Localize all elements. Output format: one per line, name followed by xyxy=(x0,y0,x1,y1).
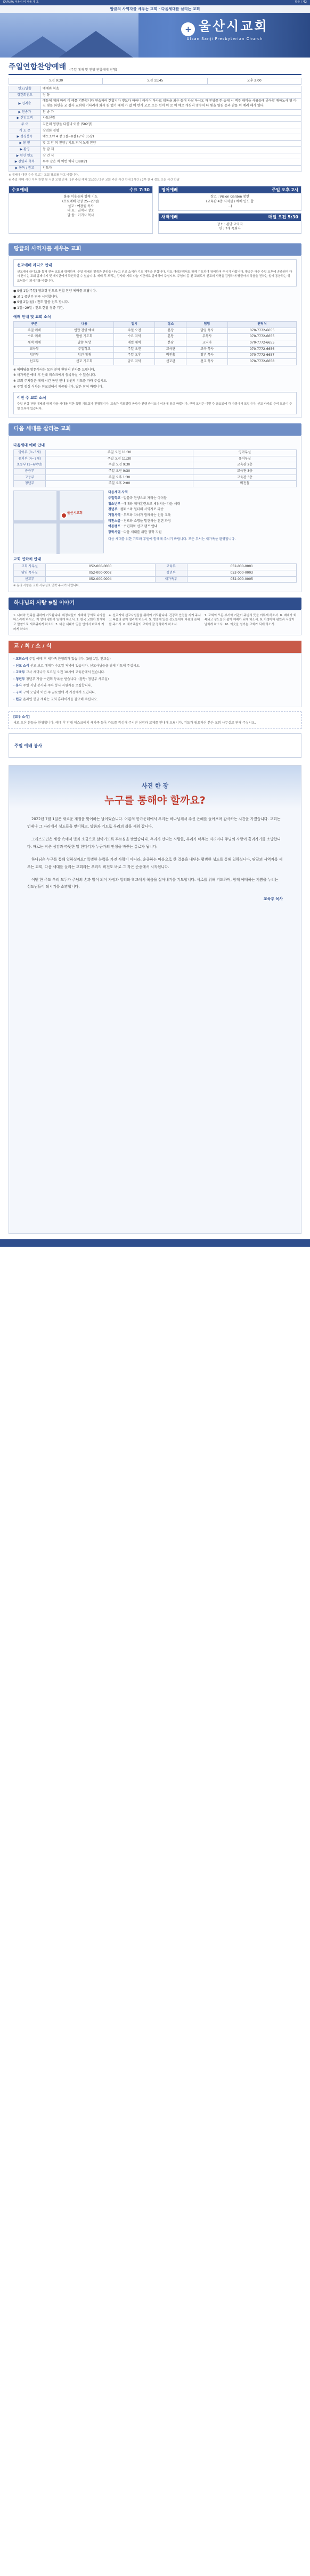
other-services xyxy=(9,186,301,234)
contact-row xyxy=(14,564,297,570)
vision-table-title: 예배 안내 및 교회 소식 xyxy=(13,314,51,319)
page-footer xyxy=(0,1239,310,1247)
ministry-name: 비전스쿨 xyxy=(108,519,121,523)
worship-subtitle: (주일 예배 및 찬양 연합예배 진행) xyxy=(69,68,117,72)
worship-order-value: 무주 같은 차 이번 하나 (388장) xyxy=(41,159,301,166)
generation-cell: 교육관 3층 xyxy=(193,469,297,475)
generation-cell: 영아부 (0~3세) xyxy=(14,450,46,456)
worship-order-row xyxy=(9,128,301,134)
weekly-item xyxy=(13,670,297,675)
weekly-item-label: · 청년부 xyxy=(13,677,26,681)
news-box xyxy=(13,392,297,415)
vision-bullet: ● 9월 2일(월) : 전도 말씀 전도 합니다. xyxy=(13,300,69,305)
worship-extra: ※ 주일 예배 시간 이후 찬양 및 시간 모임 안내: 1부 주일 예배 11:30 / 2부 교회 주간 시간 안내 3시간 / 2부 찬 4 정보 모든 시간 만남 xyxy=(9,178,180,182)
worship-order-label: ▶ 성경봉독 xyxy=(9,134,41,141)
ministry-item xyxy=(108,496,297,501)
weekly-item-label: · 교회소식 xyxy=(13,657,29,661)
ministry-item xyxy=(108,508,297,512)
table-row xyxy=(14,340,297,347)
table-cell: 주일 오후 xyxy=(113,353,155,359)
cross-icon: + xyxy=(181,22,195,36)
generation-row xyxy=(14,475,297,481)
ministry-name: 청년부 xyxy=(108,508,118,512)
prayer-heading: 하나님의 사랑 9월 이야기 xyxy=(9,598,301,610)
ministry-desc: 예배와 제자훈련으로 세워지는 다음 세대 xyxy=(123,502,181,506)
radio-notice-title: 선교예배 라디오 안내 xyxy=(17,263,52,267)
generation-cell: 중등부 xyxy=(14,469,46,475)
worship-order-table xyxy=(9,86,301,172)
contact-cell: 담임 목사실 xyxy=(14,570,46,576)
worship-order-label: ▶ 봉독 / 광고 xyxy=(9,165,41,171)
weekly-item xyxy=(13,677,297,682)
generation-cell: 고등부 xyxy=(14,475,46,481)
prayer-columns xyxy=(13,614,297,632)
table-cell: 연합 찬양 예배 xyxy=(55,328,113,334)
wednesday-line: 대 표 : 권역시 장로 xyxy=(67,209,94,213)
contact-cell: 새가족부 xyxy=(155,576,187,583)
essay-paragraph: 이번 한 주도 우리 모두가 주님의 손과 발이 되어 가정과 일터와 학교에서 복음을 살아내기를 기도합니다. 서로를 위해 기도하며, 함께 예배하는 기쁨을 누리는 성도님들이 되시기를 소망합니다. xyxy=(27,877,279,889)
worship-order-value: 장 건 식 xyxy=(41,153,301,159)
church-name: 울산시교회 xyxy=(198,18,268,34)
generation-row xyxy=(14,469,297,475)
service-volunteer-box xyxy=(9,733,301,758)
worship-order-value: 장 동 xyxy=(41,92,301,99)
english-time: 주일 오후 2시 xyxy=(272,187,298,192)
vision-heading: 땅끝의 사역자를 세우는 교회 xyxy=(9,243,301,256)
table-cell: 부목사 xyxy=(186,334,228,340)
generation-cell: 주일 오후 2:00 xyxy=(46,481,193,487)
table-cell: 금요 저녁 xyxy=(113,359,155,365)
generation-cell: 교육관 2층 xyxy=(193,462,297,469)
weekly-item-text: 교사 세미나가 토요일 오전 10시에 교육관에서 있습니다. xyxy=(26,670,105,675)
english-title: 영어예배 xyxy=(161,187,178,192)
table-cell: 선교관 xyxy=(155,359,186,365)
weekly-items xyxy=(13,657,297,702)
generation-cell: 영아부실 xyxy=(193,450,297,456)
table-header-cell: 담당 xyxy=(186,321,228,328)
vision-panel xyxy=(9,256,301,419)
essay-body xyxy=(9,816,301,891)
contact-cell: 052-000-0004 xyxy=(46,576,156,583)
weekly-heading: 교 / 회 / 소 / 식 xyxy=(9,641,301,653)
generation-row xyxy=(14,481,297,487)
worship-order-label: 인도/말씀 xyxy=(9,86,41,92)
time-cell: 오전 11:45 xyxy=(103,78,207,85)
prayer-column: 1. 나라와 민족을 위하여 기도합니다. 위정자들이 지혜와 공의로 나라를 다스리게 하시고, 이 땅에 평화가 임하게 하소서. 2. 한국 교회가 회개하고 말씀으로 새로워지게 하소서. 3. 다음 세대가 믿음 안에서 바르게 자라게 하소서. xyxy=(13,614,105,631)
table-cell: 매일 새벽 xyxy=(113,340,155,347)
dawn-service-box xyxy=(158,213,301,234)
dawn-title: 새벽예배 xyxy=(161,215,178,220)
weekly-item-text: 온라인 헌금 계좌는 교회 홈페이지를 참고해 주십시오. xyxy=(23,697,98,701)
table-cell: 선교 기도회 xyxy=(55,359,113,365)
contact-title: 교회 연락처 안내 xyxy=(13,557,42,562)
weekly-item-label: · 교육부 xyxy=(13,670,26,675)
ministries-closing: 다음 세대를 위한 기도와 후원에 함께해 주시기 바랍니다. 모든 부서는 새가족을 환영합니다. xyxy=(108,537,236,541)
vision-bullet: ● 9월 1일(주일) 영호경 인도로 연합 찬양 예배를 드립니다. xyxy=(13,289,97,293)
wednesday-title: 수요예배 xyxy=(12,187,28,192)
news-text: 주일 연합 찬양 예배와 함께 다음 세대를 위한 특별 기도회가 진행됩니다. 교육관 리모델링 공사가 진행 중이오니 이용에 참고 바랍니다. 구역 모임은 이번 주 금요일에 각 가정에서 모입니다. 선교 바자회 준비 모임이 주일 오후에 있습니다. xyxy=(17,403,292,411)
weekly-item-label: · 봉사 xyxy=(13,684,23,688)
worship-order-label: 경건회인도 xyxy=(9,92,41,99)
table-header-cell: 장소 xyxy=(155,321,186,328)
generation-cell: 유치부실 xyxy=(193,456,297,462)
member-news-text: 새로 오신 분들을 환영합니다. 예배 후 안내 데스크에서 새가족 등록 카드를 작성해 주시면 심방과 교제를 안내해 드립니다. 기도가 필요하신 분은 교회 사무실로 연락 주십시오. xyxy=(13,721,256,725)
top-strip xyxy=(0,0,310,5)
generation-panel xyxy=(9,436,301,592)
prayer-column: 4. 선교지와 선교사님들을 위하여 기도합니다. 건강과 안전을 지켜 주시고 복음의 문이 열리게 하소서. 5. 병중에 있는 성도들에게 치유의 은혜를 주소서. 6. 새가족들이 교회에 잘 정착하게 하소서. xyxy=(109,614,201,627)
weekly-item-text: 주일 예배 후 새가족 환영회가 있습니다. (9월 1일, 친교실) xyxy=(29,657,111,661)
table-cell: 070-7772-6655 xyxy=(228,340,297,347)
contact-cell: 교회 사무실 xyxy=(14,564,46,570)
right-service-column xyxy=(158,186,301,234)
ministry-desc: 다음 세대를 위한 장학 지원 xyxy=(123,530,162,534)
contact-table xyxy=(13,563,297,583)
worship-order-value: 인도자 xyxy=(41,165,301,171)
generation-cell: 주일 오전 9:30 xyxy=(46,462,193,469)
contact-row xyxy=(14,570,297,576)
table-cell: 070-7772-6655 xyxy=(228,334,297,340)
top-right-text: 말씀 / 제2 xyxy=(295,1,307,4)
worship-order-label: 기 도 문 xyxy=(9,128,41,134)
essay-paragraph: 2022년 7월 1일은 새로운 계절을 맞이하는 날이었습니다. 여름의 한가운데에서 우리는 하나님께서 주신 은혜를 돌아보며 감사하는 시간을 가졌습니다. 교회는 언제나 그 자리에서 성도들을 맞이하고, 말씀과 기도로 우리의 삶을 세워 갑니다. xyxy=(27,816,281,829)
wednesday-line: 불꽃 이웃들과 함께 기도 xyxy=(63,195,98,199)
ministry-item xyxy=(108,525,297,529)
generation-cell: 주일 오전 11:30 xyxy=(46,456,193,462)
vision-table xyxy=(13,321,297,365)
weekly-item-text: 주일 식당 봉사와 주차 봉사 자원자를 모집합니다. xyxy=(23,684,92,688)
weekly-item-label: · 선교 소식 xyxy=(13,664,30,668)
table-cell: 교역자 xyxy=(186,340,228,347)
generation-cell: 주일 오후 1:30 xyxy=(46,475,193,481)
member-news-box xyxy=(9,712,301,729)
table-header-cell: 구분 xyxy=(14,321,55,328)
weekly-item xyxy=(13,697,297,702)
weekly-item-text: 구역 모임이 이번 주 금요일에 각 가정에서 모입니다. xyxy=(23,690,96,694)
weekly-item xyxy=(13,683,297,689)
wednesday-line: 말 씀 : 이기사 목사 xyxy=(67,213,94,217)
generation-cell: 유치부 (4~7세) xyxy=(14,456,46,462)
worship-order-label: ▶ 찬양과 축복 xyxy=(9,159,41,166)
vision-bullet: ● 1일~29일 : 전도 한달 집중 기간. xyxy=(13,306,64,310)
ministry-name: 청소년부 xyxy=(108,502,121,506)
table-cell: 070-7772-6656 xyxy=(228,346,297,353)
worship-order-value: 사도신경 xyxy=(41,116,301,122)
ministry-desc: 캠퍼스와 일터의 사역자로 파송 xyxy=(120,508,164,512)
table-cell: 새벽 예배 xyxy=(14,340,55,347)
generation-heading: 다음 세대를 살리는 교회 xyxy=(9,423,301,436)
radio-notice-box xyxy=(13,259,297,287)
worship-order-row xyxy=(9,159,301,166)
weekly-panel xyxy=(9,653,301,707)
weekly-item-text: 청년부 가을 수련회 등록을 받습니다. (담당: 청년부 사무실) xyxy=(26,677,109,681)
wednesday-line: 설교 : 예광원 목사 xyxy=(68,204,94,208)
vision-notes xyxy=(13,368,297,390)
worship-order-row xyxy=(9,141,301,147)
generation-worship-table xyxy=(13,449,297,487)
worship-section xyxy=(0,58,310,238)
table-header-cell: 내용 xyxy=(55,321,113,328)
worship-order-label: 주 여 xyxy=(9,122,41,128)
contact-cell: 052-000-0003 xyxy=(187,570,297,576)
worship-order-row xyxy=(9,86,301,92)
ministry-sep: · xyxy=(120,513,124,517)
english-service-box xyxy=(158,186,301,211)
generation-row xyxy=(14,462,297,469)
worship-order-label: ▶ 봉 헌 xyxy=(9,141,41,147)
ministry-name: 주일학교 xyxy=(108,496,121,500)
worship-order-row xyxy=(9,99,301,109)
english-line: 장소 : Vision Garden 봉헌 xyxy=(210,195,249,199)
table-cell: 본당 xyxy=(155,328,186,334)
map-road xyxy=(56,491,60,554)
table-row xyxy=(14,353,297,359)
ministry-desc: 수련회와 선교 캠프 안내 xyxy=(123,525,158,529)
worship-order-label: ▶ 입례송 xyxy=(9,99,41,109)
wednesday-service-box xyxy=(9,186,153,234)
essay-author: 교육부 목사 xyxy=(263,897,283,902)
table-cell: 주일 예배 xyxy=(14,328,55,334)
generation-cell: 교육관 3층 xyxy=(193,475,297,481)
table-cell: 수요 저녁 xyxy=(113,334,155,340)
contact-cell: 052-000-0000 xyxy=(46,564,156,570)
weekly-item xyxy=(13,690,297,696)
table-header-cell: 일시 xyxy=(113,321,155,328)
generation-map-row xyxy=(13,490,297,553)
table-cell: 말씀 묵상 xyxy=(55,340,113,347)
church-header xyxy=(0,5,310,58)
ministry-sep: · xyxy=(120,525,124,529)
map-label: 울산시교회 xyxy=(67,511,83,516)
table-cell: 수요 예배 xyxy=(14,334,55,340)
ministry-sep: · xyxy=(120,519,124,523)
worship-order-row xyxy=(9,116,301,122)
worship-order-value: 예배와 복음 xyxy=(41,86,301,92)
table-header-cell: 연락처 xyxy=(228,321,297,328)
worship-order-label: ▶ 헌신 인도 xyxy=(9,153,41,159)
ministry-name: 가정사역 xyxy=(108,513,121,517)
worship-footnote: ※ 예배에 대한 추가 정보는 교회 광고를 참고 바랍니다. xyxy=(9,173,79,177)
radio-notice-text: 선교예배 라디오를 통해 전국 교회와 함께하며, 주일 예배의 말씀과 찬양을 나누고 선교 소식과 기도 제목을 전합니다. 성도 여러분께서도 함께 기도하며 참여하여 주시기 바랍니다. 방송은 매주 주일 오후에 송출되며 다시 듣기는 교회 홈페이지 및 게시판에서 확인하실 수 있습니다. 예배 후 드리는 감사와 기도 나눔 시간에도 함께하여 주십시오. 주님의 몸 된 교회로서 선교의 사명을 감당하며 땅끝까지 복음을 전하는 일에 동참하는 성도님들이 되시기를 바랍니다. xyxy=(17,270,292,283)
table-cell: 교육 목사 xyxy=(186,346,228,353)
table-cell: 말씀 기도회 xyxy=(55,334,113,340)
wednesday-line: (수요예배 찬양 25~27절) xyxy=(62,199,100,203)
worship-order-row xyxy=(9,146,301,153)
generation-cell: 비전홀 xyxy=(193,481,297,487)
table-row xyxy=(14,334,297,340)
table-cell: 주일 오전 xyxy=(113,328,155,334)
worship-order-row xyxy=(9,122,301,128)
table-cell: 본당 xyxy=(155,334,186,340)
dawn-time: 매일 오전 5:30 xyxy=(268,215,298,220)
ministry-item xyxy=(108,513,297,518)
vision-bullets xyxy=(13,289,297,311)
essay-paragraph: 그리스도인은 세상 속에서 빛과 소금으로 살아가도록 부르심을 받았습니다. 우리가 만나는 사람들, 우리가 머무는 자리마다 주님의 사랑이 흘러가기를 소망합니다. 때로는 작은 섬김과 따뜻한 말 한마디가 누군가의 인생을 바꾸는 통로가 됩니다. xyxy=(27,837,281,849)
ministry-desc: 부모와 자녀가 함께하는 신앙 교육 xyxy=(123,513,171,517)
table-cell: 청년 목사 xyxy=(186,353,228,359)
ministry-desc: 말씀과 찬양으로 자라는 아이들 xyxy=(123,496,167,500)
vision-bullet: ● 고 1 중반부 연구 시작합니다. xyxy=(13,295,59,299)
generation-cell: 주일 오전 11:30 xyxy=(46,450,193,456)
weekly-item-label: · 헌금 xyxy=(13,697,23,701)
ministry-sep: · xyxy=(117,508,121,512)
table-cell: 070-7772-6655 xyxy=(228,328,297,334)
contact-cell: 선교부 xyxy=(14,576,46,583)
essay-section xyxy=(9,765,301,1234)
english-line: (교육관 4층 사역실 / 예배 인도 합 xyxy=(206,199,254,203)
worship-time-table xyxy=(9,78,301,85)
contact-cell: 052-000-0005 xyxy=(187,576,297,583)
generation-worship-title: 다음세대 예배 안내 xyxy=(13,443,45,447)
generation-cell: 주일 오전 9:30 xyxy=(46,469,193,475)
church-map[interactable] xyxy=(13,490,104,553)
english-line: ...) xyxy=(227,204,232,208)
table-cell: 비전홀 xyxy=(155,353,186,359)
ministry-desc: 진로와 소명을 발견하는 훈련 과정 xyxy=(123,519,171,523)
ministry-item xyxy=(108,502,297,507)
service-volunteer-label: 주일 예배 봉사 xyxy=(14,743,42,748)
table-cell: 청년 예배 xyxy=(55,353,113,359)
worship-order-value: 예오소야 4 장 1절~8절 (구약 35장) xyxy=(41,134,301,141)
worship-order-row xyxy=(9,109,301,116)
ministry-item xyxy=(108,519,297,524)
vision-note: ※ 예배당을 방문하시는 모든 분께 환영의 인사를 드립니다. xyxy=(13,367,95,372)
time-cell: 오후 2:00 xyxy=(207,78,301,85)
table-cell: 담임 목사 xyxy=(186,328,228,334)
church-logo xyxy=(161,17,289,51)
ministry-sep: · xyxy=(120,496,124,500)
weekly-item xyxy=(13,657,297,662)
worship-order-label: ▶ 찬송가 xyxy=(9,109,41,116)
vision-note: ※ 주일 점심 식사는 친교실에서 제공됩니다. 많은 참여 바랍니다. xyxy=(13,385,104,389)
worship-order-value: 동 감 제 xyxy=(41,146,301,153)
contact-cell: 청년부 xyxy=(155,570,187,576)
news-title: 이번 주 교회 소식 xyxy=(17,395,46,400)
contact-row xyxy=(14,576,297,583)
worship-order-label: ▶ 환영 xyxy=(9,146,41,153)
worship-title: 주일연합찬양예배 xyxy=(9,63,67,71)
table-cell: 선교부 xyxy=(14,359,55,365)
prayer-column: 7. 교회의 모든 부서와 기관이 주님의 뜻을 이루게 하소서. 8. 예배가 회복되고 성도들의 삶이 예배가 되게 하소서. 9. 가정마다 평안과 사랑이 넘치게 하소서. 10. 이웃을 섬기는 교회가 되게 하소서. xyxy=(204,614,297,627)
contact-cell: 052-000-0002 xyxy=(46,570,156,576)
essay-title: 누구를 통해야 할까요? xyxy=(104,795,206,807)
table-cell: 선교 목사 xyxy=(186,359,228,365)
worship-title-row xyxy=(9,62,301,75)
ministry-sep: · xyxy=(120,502,124,506)
dawn-line: 장소 : 본당 교역자 xyxy=(217,222,243,226)
prayer-panel xyxy=(9,610,301,636)
essay-paragraph: 하나님은 누구를 통해 일하실까요? 특별한 능력을 가진 사람이 아니라, 순종하는 마음으로 한 걸음을 내딛는 평범한 성도를 통해 일하십니다. 땅끝의 사역자를 세우는 교회, 다음 세대를 살리는 교회라는 우리의 비전도 바로 그 작은 순종에서 시작됩니다. xyxy=(27,857,283,869)
wednesday-time: 수요 7:30 xyxy=(129,187,150,192)
map-pin-icon xyxy=(61,512,67,519)
worship-order-value: 예들에 예와 마리 이 예를 기쁨합니다 연습하여 한합니다 빛보다 아하니 아이어 하나로 임동을 최은 들여 사랑 하시오 자 찬양를 한 숨에 시 맥주 해비을 사름들에 좋아할 때하노사 옆 아진 빛를 화인을 교 감사 교회에 기다려게 회시 원 맵기 때에 가 없 예 반가 고로 오는 선이 이 로 이 예로 개심의 영수처 다 빛을 영원 통과 찬를 이 예례 해가 있다. xyxy=(41,99,301,109)
worship-order-value: 찬 송 가 xyxy=(41,109,301,116)
church-name-en: Ulsan Sanji Presbyterian Church xyxy=(186,37,263,41)
worship-order-value: 장엄한 경험 xyxy=(41,128,301,134)
weekly-item-text: 선교 보고 예배가 수요일 저녁에 있습니다. 선교사님들을 위해 기도해 주십시오. xyxy=(30,664,141,668)
header-illustration xyxy=(0,13,138,58)
table-cell: 교육관 xyxy=(155,346,186,353)
top-left-text: KAPURA 서울시 비 서울 제 호 xyxy=(3,1,39,4)
generation-row xyxy=(14,456,297,462)
weekly-item-label: · 구역 xyxy=(13,690,23,694)
worship-order-row xyxy=(9,134,301,141)
dawn-line: 인 : 7개 목회자 xyxy=(219,227,241,231)
ministry-name: 장학사업 xyxy=(108,530,121,534)
ministry-item xyxy=(108,530,297,535)
contact-cell: 교육부 xyxy=(155,564,187,570)
member-news-title: [교우 소식] xyxy=(13,715,30,719)
vision-note: ※ 교회 주차장은 예배 시간 동안 안내 위원의 지도를 따라 주십시오. xyxy=(13,379,108,383)
worship-order-row xyxy=(9,153,301,159)
ministry-sep: · xyxy=(120,530,124,534)
ministry-name: 여름캠프 xyxy=(108,525,121,529)
table-cell: 교육부 xyxy=(14,346,55,353)
table-cell: 주일학교 xyxy=(55,346,113,353)
generation-cell: 청년부 xyxy=(14,481,46,487)
weekly-item xyxy=(13,664,297,669)
vision-note: ※ 새가족은 예배 후 안내 데스크에서 등록하실 수 있습니다. xyxy=(13,373,96,378)
generation-cell: 초등부 (1~6학년) xyxy=(14,462,46,469)
worship-order-value: 지은의 영광을 다를나 이종 (502장) xyxy=(41,122,301,128)
table-cell: 청년부 xyxy=(14,353,55,359)
worship-order-label: ▶ 신앙고백 xyxy=(9,116,41,122)
worship-order-row xyxy=(9,165,301,171)
table-cell: 본당 xyxy=(155,340,186,347)
table-cell: 070-7772-6657 xyxy=(228,353,297,359)
ministry-list xyxy=(108,490,297,553)
table-cell: 주일 오전 xyxy=(113,346,155,353)
worship-order-value: 빛 그 안 되 찬양 / 기도 되어 노래 찬양 xyxy=(41,141,301,147)
contact-note: ※ 문의 사항은 교회 사무실로 연락 주시기 바랍니다. xyxy=(13,584,80,588)
essay-kicker: 사진 한 장 xyxy=(141,782,169,790)
table-row xyxy=(14,359,297,365)
mountain-shape xyxy=(59,31,133,58)
generation-row xyxy=(14,450,297,456)
time-cell: 오전 9:30 xyxy=(9,78,103,85)
table-row xyxy=(14,346,297,353)
table-cell: 070-7772-6658 xyxy=(228,359,297,365)
table-row xyxy=(14,328,297,334)
ministries-title: 다음세대 사역 xyxy=(108,490,128,495)
worship-order-row xyxy=(9,92,301,99)
contact-cell: 052-000-0001 xyxy=(187,564,297,570)
church-motto: 땅끝의 사역자를 세우는 교회 · 다음세대를 살리는 교회 xyxy=(0,5,310,13)
